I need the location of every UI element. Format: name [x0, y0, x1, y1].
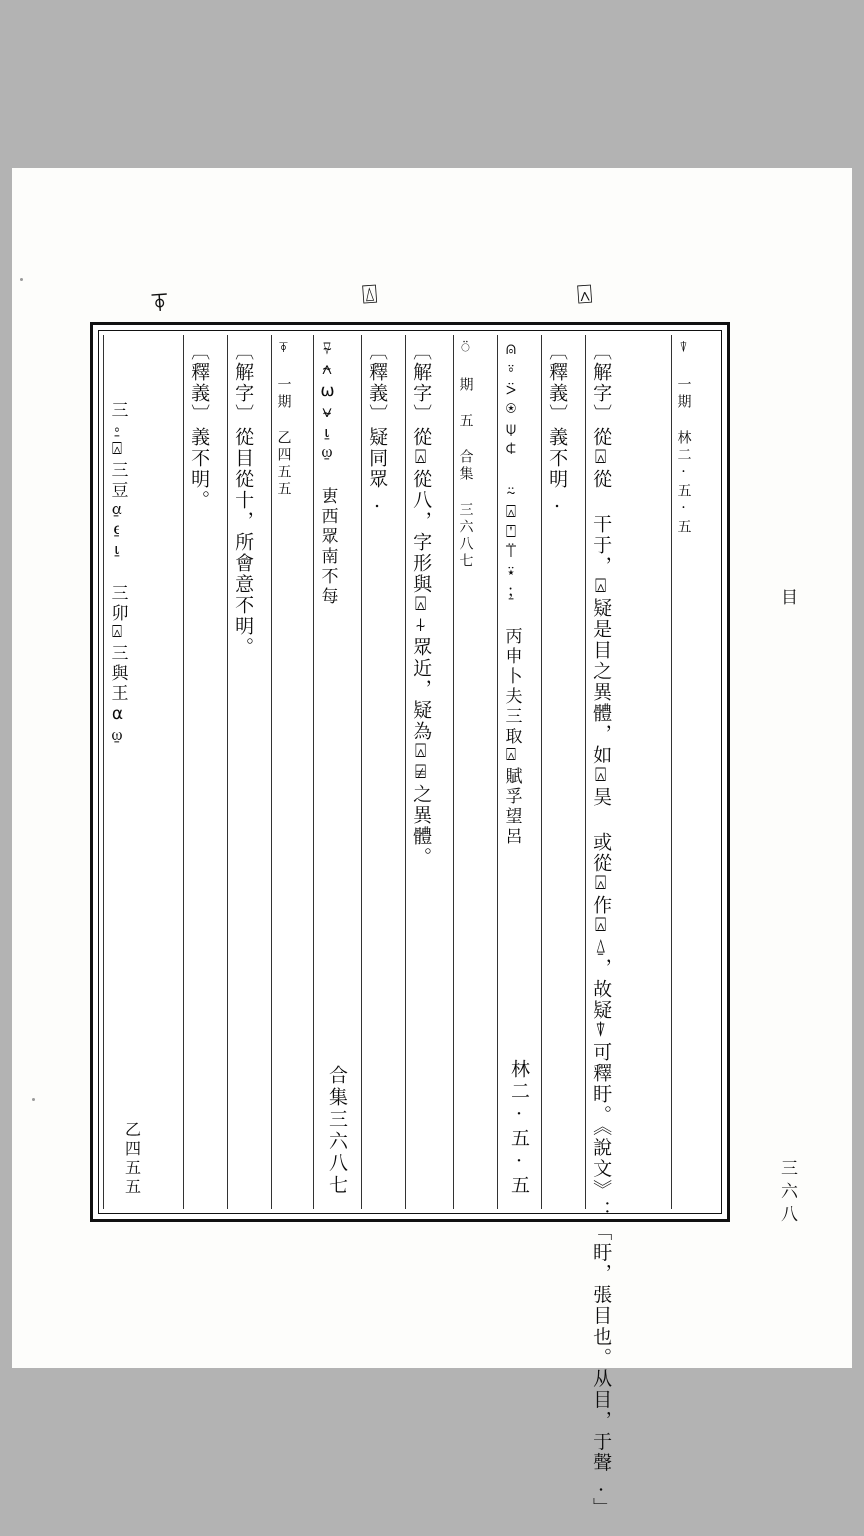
- entry-3-rubbing-line: 三⍛⍓三豆⍶⍷⍸ 三卯⍓三與王⍺⍹: [107, 401, 128, 747]
- entry-3-definition-text: 從目從十，所會意不明。: [232, 427, 255, 658]
- entry-2-rubbing-line: ⍫⍲⍵⍱⍸⍹ 叀西眾南不每: [317, 341, 338, 607]
- entry-2-meaning-column: [361, 335, 405, 1209]
- entry-1-rubbing-column: [497, 335, 541, 1209]
- entry-2-definition-text: 從⍓從八，字形與⍓⍭眾近，疑為⍓⍯之異體。: [410, 427, 433, 868]
- entry-2-source: 合集三六八七: [326, 1065, 348, 1197]
- entry-1-headline-column: [671, 335, 717, 1209]
- entry-3-definition-column: [227, 335, 271, 1209]
- entry-3-source: 乙四五五: [122, 1121, 142, 1197]
- entry-3-rubbing-column: [103, 335, 183, 1209]
- head-glyph-right-icon: ⍓: [575, 279, 595, 311]
- entry-1-headline: ⍒ 一期 林二·五·五: [675, 341, 692, 536]
- text-frame: [90, 322, 730, 1519]
- page-folio-bottom: 三六八: [777, 1159, 797, 1228]
- entry-3-headline: ⍕ 一期 乙四五五: [275, 341, 292, 498]
- entry-2-meaning-text: 疑同眾.: [366, 427, 389, 514]
- entry-1-definition-text: 從⍓從 干于，⍓疑是目之異體，如⍓昊 或從⍓作⍓⍙，故疑⍒可釋盱。《說文》：「盱，張目也。从目，于聲.」: [590, 427, 613, 1519]
- entry-1-meaning-column: [541, 335, 585, 1209]
- entry-1-definition-label: 〔解字〕: [590, 341, 613, 425]
- entry-2-meaning-label: 〔釋義〕: [366, 341, 389, 425]
- entry-3-definition-label: 〔解字〕: [232, 341, 255, 425]
- entry-3-meaning-column: [183, 335, 227, 1209]
- scan-speck: [32, 1098, 35, 1101]
- entry-1-meaning-label: 〔釋義〕: [546, 341, 569, 425]
- entry-2-definition-label: 〔解字〕: [410, 341, 433, 425]
- entry-1-source: 林二·五·五: [508, 1059, 530, 1197]
- entry-3-meaning-label: 〔釋義〕: [188, 341, 211, 425]
- scan-speck: [20, 278, 23, 281]
- entry-1-meaning-text: 義不明.: [546, 427, 569, 514]
- column-container: [103, 335, 717, 1519]
- entry-3-headline-column: [271, 335, 313, 1209]
- entry-2-headline-column: [453, 335, 497, 1209]
- entry-2-rubbing-column: [313, 335, 361, 1209]
- entry-1-rubbing-line: ⍝⍤⍩⍟⍦⍧ ⍨⍓⍞⍡⍣⍮ 丙申卜夫三取⍓賦孚望呂: [501, 341, 522, 847]
- page-folio-top: 目: [777, 588, 797, 609]
- head-glyph-middle-icon: ⍍: [360, 279, 380, 311]
- entry-1-definition-column: [585, 335, 671, 1519]
- document-page: [12, 168, 852, 1519]
- entry-2-headline: ⍥ 期 五 合集 三六八七: [457, 341, 474, 570]
- entry-3-meaning-text: 義不明。: [188, 427, 211, 511]
- entry-2-definition-column: [405, 335, 453, 1209]
- head-glyph-left-icon: ⍕: [150, 287, 170, 319]
